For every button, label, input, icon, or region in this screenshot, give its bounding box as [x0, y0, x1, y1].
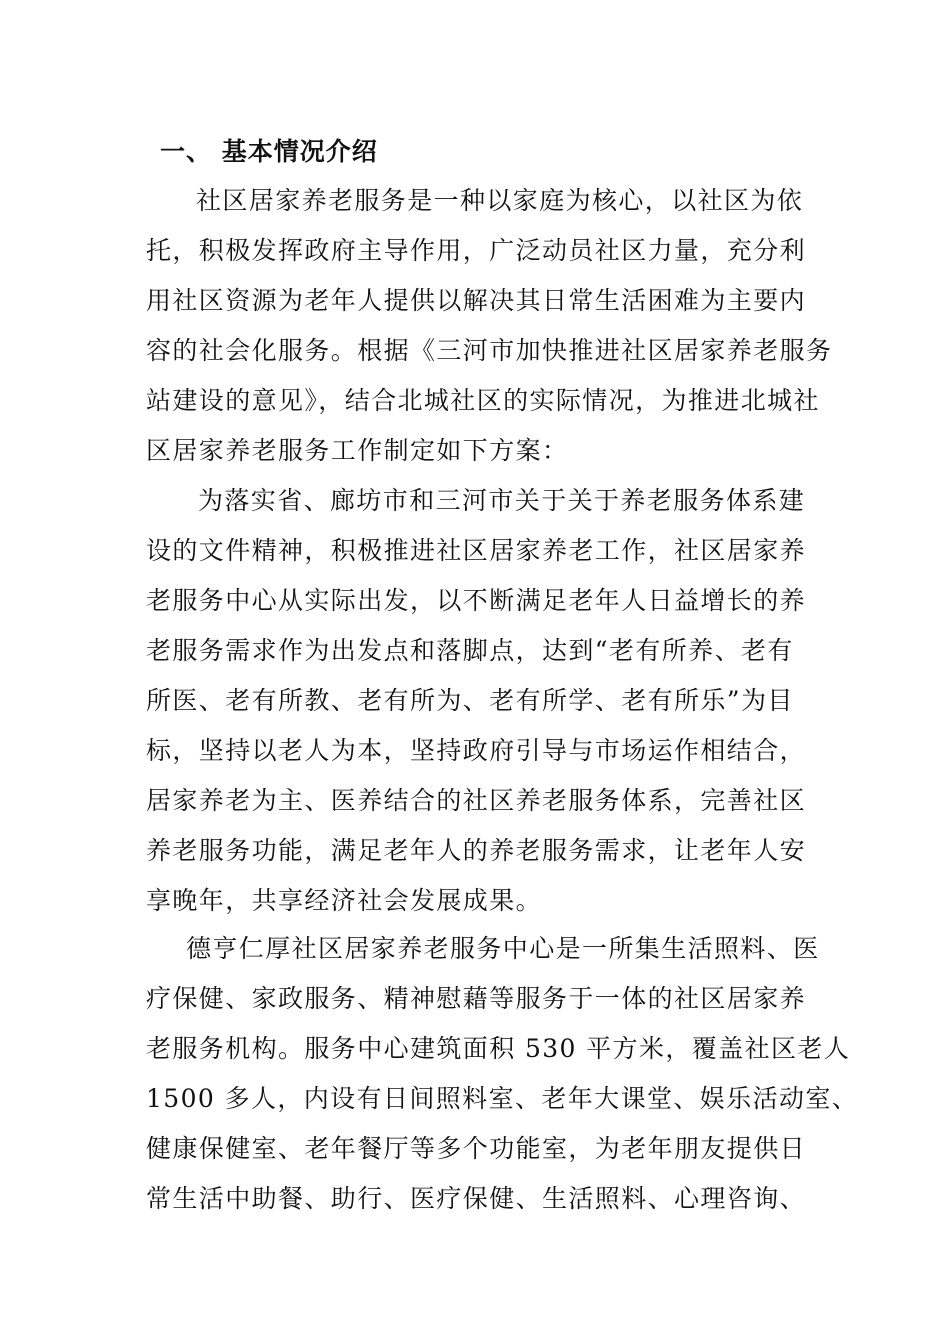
paragraph-3-line-3: 老服务机构。服务中心建筑面积 530 平方米，覆盖社区老人: [146, 1034, 851, 1063]
paragraph-2-line-3: 老服务中心从实际出发，以不断满足老年人日益增长的养: [146, 586, 807, 615]
paragraph-2-line-2: 设的文件精神，积极推进社区居家养老工作，社区居家养: [146, 536, 807, 565]
paragraph-2-line-5: 所医、老有所教、老有所为、老有所学、老有所乐”为目: [146, 686, 794, 715]
paragraph-3-line-1: 德亨仁厚社区居家养老服务中心是一所集生活照料、医: [186, 934, 820, 963]
paragraph-1-line-5: 站建设的意见》，结合北城社区的实际情况，为推进北城社: [146, 386, 820, 415]
paragraph-1-line-4: 容的社会化服务。根据《三河市加快推进社区居家养老服务: [146, 336, 833, 365]
paragraph-3-line-6: 常生活中助餐、助行、医疗保健、生活照料、心理咨询、: [146, 1184, 807, 1213]
section-heading: 一、 基本情况介绍: [160, 137, 378, 166]
paragraph-1-line-3: 用社区资源为老年人提供以解决其日常生活困难为主要内: [146, 286, 807, 315]
paragraph-2-line-9: 享晚年，共享经济社会发展成果。: [146, 886, 543, 915]
paragraph-2-line-1: 为落实省、廊坊市和三河市关于关于养老服务体系建: [198, 486, 806, 515]
paragraph-1-line-6: 区居家养老服务工作制定如下方案：: [146, 436, 569, 465]
paragraph-1-line-1: 社区居家养老服务是一种以家庭为核心，以社区为依: [196, 186, 804, 215]
paragraph-2-line-4: 老服务需求作为出发点和落脚点，达到“老有所养、老有: [146, 636, 794, 665]
paragraph-2-line-6: 标，坚持以老人为本，坚持政府引导与市场运作相结合，: [146, 736, 807, 765]
paragraph-2-line-8: 养老服务功能，满足老年人的养老服务需求，让老年人安: [146, 836, 807, 865]
paragraph-2-line-7: 居家养老为主、医养结合的社区养老服务体系，完善社区: [146, 786, 807, 815]
paragraph-3-line-5: 健康保健室、老年餐厅等多个功能室，为老年朋友提供日: [146, 1134, 807, 1163]
paragraph-3-line-4: 1500 多人，内设有日间照料室、老年大课堂、娱乐活动室、: [146, 1084, 859, 1113]
paragraph-1-line-2: 托，积极发挥政府主导作用，广泛动员社区力量，充分利: [146, 236, 807, 265]
paragraph-3-line-2: 疗保健、家政服务、精神慰藉等服务于一体的社区居家养: [146, 984, 807, 1013]
